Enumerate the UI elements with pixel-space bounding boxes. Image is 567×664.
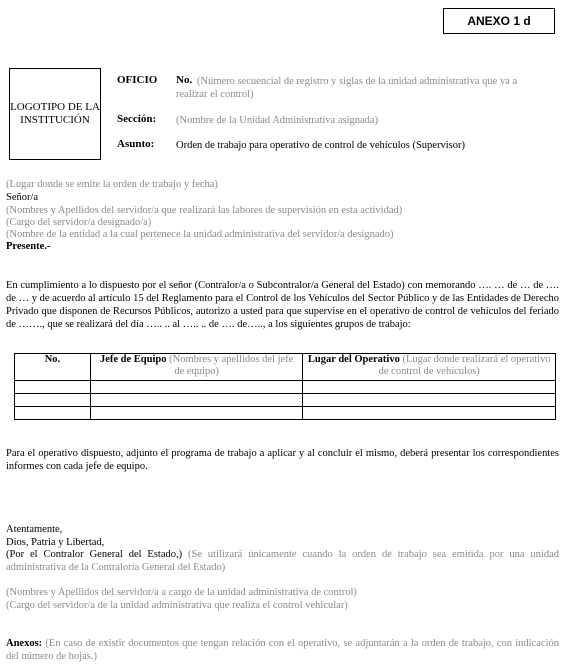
- asunto-label: Asunto:: [117, 138, 155, 150]
- col-location-header: Lugar del Operativo (Lugar donde realizará el operativo de control de vehículos): [303, 354, 556, 381]
- atentamente: Atentamente,: [6, 524, 63, 535]
- recipient-position: (Cargo del servidor/a designado/a): [6, 217, 152, 228]
- institution-logo-placeholder: [9, 68, 101, 160]
- col-number-header: No.: [15, 354, 91, 381]
- table-row: [15, 381, 556, 394]
- recipient-entity: (Nombre de la entidad a la cual pertenece la unidad administrativa del servidor/a designado): [6, 229, 394, 240]
- signer-names: (Nombres y Apellidos del servidor/a a cargo de la unidad administrativa de control): [6, 587, 357, 598]
- body-paragraph-2: Para el operativo dispuesto, adjunto el programa de trabajo a aplicar y al concluir el mismo, deberá presentar los correspondientes informes con cada jefe de equipo.: [6, 448, 559, 472]
- work-groups-table: [14, 353, 556, 420]
- presente: Presente.-: [6, 241, 51, 252]
- table-row: [15, 407, 556, 420]
- annexes-label: Anexos:: [6, 638, 43, 649]
- oficio-label: OFICIO: [117, 74, 158, 86]
- annex-label: ANEXO 1 d: [443, 8, 555, 34]
- no-label: No.: [176, 74, 193, 86]
- no-description-line2: realizar el control): [176, 89, 254, 100]
- seccion-label: Sección:: [117, 113, 157, 125]
- signer-position: (Cargo del servidor/a de la unidad administrativa que realiza el control vehicular): [6, 600, 348, 611]
- for-contralor-block: [6, 548, 559, 574]
- motto: Dios, Patria y Libertad,: [6, 537, 105, 548]
- salutation: Señor/a: [6, 192, 39, 203]
- asunto-text: Orden de trabajo para operativo de control de vehículos (Supervisor): [176, 140, 465, 151]
- table-header-row: [15, 354, 556, 381]
- for-contralor-note: (Se utilizará únicamente cuando la orden de trabajo sea emitida por una unidad administrativa de la Contraloría General del Estado): [6, 549, 559, 573]
- annexes-note: (En caso de existir documentos que tengan relación con el operativo, se adjuntarán a la orden de trabajo, con indicación del número de hojas.): [6, 638, 559, 662]
- col-team-leader-header: Jefe de Equipo (Nombres y apellidos del jefe de equipo): [90, 354, 303, 381]
- for-contralor: (Por el Contralor General del Estado,): [6, 549, 183, 560]
- no-description-line1: (Número secuencial de registro y siglas de la unidad administrativa que va a: [197, 76, 518, 87]
- body-paragraph-1: En cumplimiento a lo dispuesto por el señor (Contralor/a o Subcontralor/a General del Estado) con memorando …. … de … de …. de … y de acuerdo al artículo 15 del Reglamento para el Control de los Vehículos del Sector Público y de las Entidades de Derecho Privado que disponen de Recursos Públicos, autorizo a usted para que supervise en el operativo de control de vehículos del feriado de ……., que se realizará del día ….. .. al ….. .. de …. de….., a los siguientes grupos de trabajo:: [6, 280, 559, 330]
- seccion-text: (Nombre de la Unidad Administrativa asignada): [176, 115, 379, 126]
- logo-text: LOGOTIPO DE LA INSTITUCIÓN: [10, 101, 100, 126]
- place-date: (Lugar donde se emite la orden de trabajo y fecha): [6, 179, 218, 190]
- table-row: [15, 394, 556, 407]
- annexes-block: [6, 637, 559, 663]
- recipient-names: (Nombres y Apellidos del servidor/a que realizará las labores de supervisión en esta actividad): [6, 205, 403, 216]
